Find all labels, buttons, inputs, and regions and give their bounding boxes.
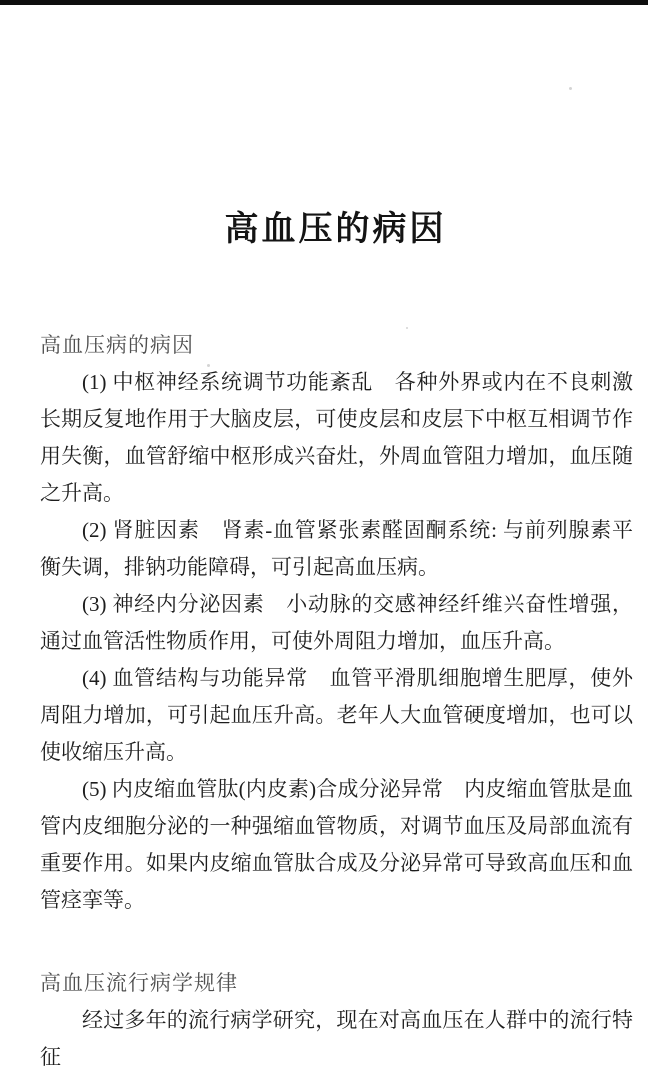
paragraph: (3) 神经内分泌因素 小动脉的交感神经纤维兴奋性增强，通过血管活性物质作用，可使外周阻力增加，血压升高。	[40, 592, 633, 653]
paragraph: (2) 肾脏因素 肾素-血管紧张素醛固酮系统: 与前列腺素平衡失调，排钠功能障碍，可引起高血压病。	[40, 518, 633, 579]
section-2	[40, 965, 633, 1076]
page-content	[40, 327, 633, 1076]
section-1	[40, 327, 633, 919]
scan-edge-bar	[0, 0, 648, 5]
page-title: 高血压的病因	[224, 211, 447, 248]
paragraph: (4) 血管结构与功能异常 血管平滑肌细胞增生肥厚，使外周阻力增加，可引起血压升高。老年人大血管硬度增加，也可以使收缩压升高。	[40, 666, 633, 764]
paragraph: (5) 内皮缩血管肽(内皮素)合成分泌异常 内皮缩血管肽是血管内皮细胞分泌的一种强缩血管物质，对调节血压及局部血流有重要作用。如果内皮缩血管肽合成及分泌异常可导致高血压和血管痉挛等。	[40, 777, 633, 912]
scan-artifact	[207, 364, 210, 367]
section-heading: 高血压流行病学规律	[40, 972, 238, 995]
section-heading: 高血压病的病因	[40, 334, 194, 357]
scan-artifact	[406, 327, 408, 329]
scan-artifact	[569, 87, 572, 90]
paragraph: (1) 中枢神经系统调节功能紊乱 各种外界或内在不良刺激长期反复地作用于大脑皮层，可使皮层和皮层下中枢互相调节作用失衡，血管舒缩中枢形成兴奋灶，外周血管阻力增加，血压随之升高。	[40, 370, 633, 505]
paragraph: 经过多年的流行病学研究，现在对高血压在人群中的流行特征	[40, 1008, 633, 1069]
